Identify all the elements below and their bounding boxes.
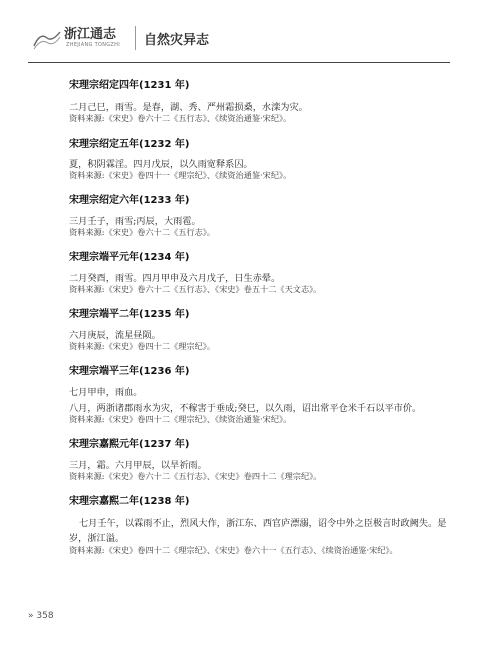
entry-title: 宋理宗绍定四年(1231 年) xyxy=(69,80,190,91)
entry-title: 宋理宗端平元年(1234 年) xyxy=(69,252,190,263)
entry-text: 夏，积阴霖淫。四月戊辰，以久雨宽释系囚。 xyxy=(69,159,253,170)
entry-text: 二月己巳，雨雪。是春，湖、秀、严州霜损桑，水滦为灾。 xyxy=(69,102,308,113)
entry-text: 二月癸酉，雨雪。四月甲申及六月戊子，日生赤晕。 xyxy=(69,273,281,284)
entry-text: 八月，两浙诸郡雨水为灾，不稼害于垂成;癸巳，以久雨，诏出常平仓米千石以平市价。 xyxy=(69,403,422,414)
entry-source: 资料来源:《宋史》卷四十二《理宗纪》、《续资治通鉴·宋纪》。 xyxy=(69,414,292,424)
entry-source: 资料来源:《宋史》卷六十二《五行志》、《宋史》卷四十二《理宗纪》。 xyxy=(69,471,322,481)
page-number: » 358 xyxy=(28,611,54,621)
entry-title: 宋理宗绍定五年(1232 年) xyxy=(69,139,190,150)
header-rule xyxy=(28,62,450,63)
section-title: 自然灾异志 xyxy=(144,33,210,48)
entry-source: 资料来源:《宋史》卷六十二《五行志》、《续资治通鉴·宋纪》。 xyxy=(69,113,292,123)
entry-source: 资料来源:《宋史》卷四十一《理宗纪》、《续资治通鉴·宋纪》。 xyxy=(69,170,292,180)
brand-title: 浙江通志 xyxy=(64,27,117,42)
entry-title: 宋理宗嘉熙二年(1238 年) xyxy=(69,496,190,507)
entry-title: 宋理宗端平二年(1235 年) xyxy=(69,309,190,320)
wave-logo-icon xyxy=(32,26,62,52)
entry-text: 七月壬午，以霖雨不止，烈风大作，浙江东、西官庐漂溺，诏令中外之臣极言时政阙失。是 xyxy=(79,518,447,529)
entry-source: 资料来源:《宋史》卷四十二《理宗纪》、《宋史》卷六十一《五行志》、《续资治通鉴·宋纪》。 xyxy=(69,545,398,555)
entry-title: 宋理宗端平三年(1236 年) xyxy=(69,366,190,377)
entry-title: 宋理宗嘉熙元年(1237 年) xyxy=(69,439,190,450)
entry-text: 岁，浙江溢。 xyxy=(69,533,125,544)
entry-source: 资料来源:《宋史》卷六十二《五行志》。 xyxy=(69,227,216,237)
brand-subtitle: ZHEJIANG TONGZHI xyxy=(66,42,120,48)
entry-text: 三月壬子，雨雪;丙辰，大雨雹。 xyxy=(69,216,201,227)
entry-source: 资料来源:《宋史》卷四十二《理宗纪》。 xyxy=(69,341,216,351)
header-separator xyxy=(135,26,136,50)
entry-source: 资料来源:《宋史》卷六十二《五行志》、《宋史》卷五十二《天文志》。 xyxy=(69,284,322,294)
entry-text: 三月，霜。六月甲辰，以旱祈雨。 xyxy=(69,460,207,471)
entry-text: 七月甲申，雨血。 xyxy=(69,387,143,398)
page-header xyxy=(32,20,452,58)
entry-title: 宋理宗绍定六年(1233 年) xyxy=(69,195,190,206)
entry-text: 六月庚辰，流星昼陨。 xyxy=(69,330,161,341)
